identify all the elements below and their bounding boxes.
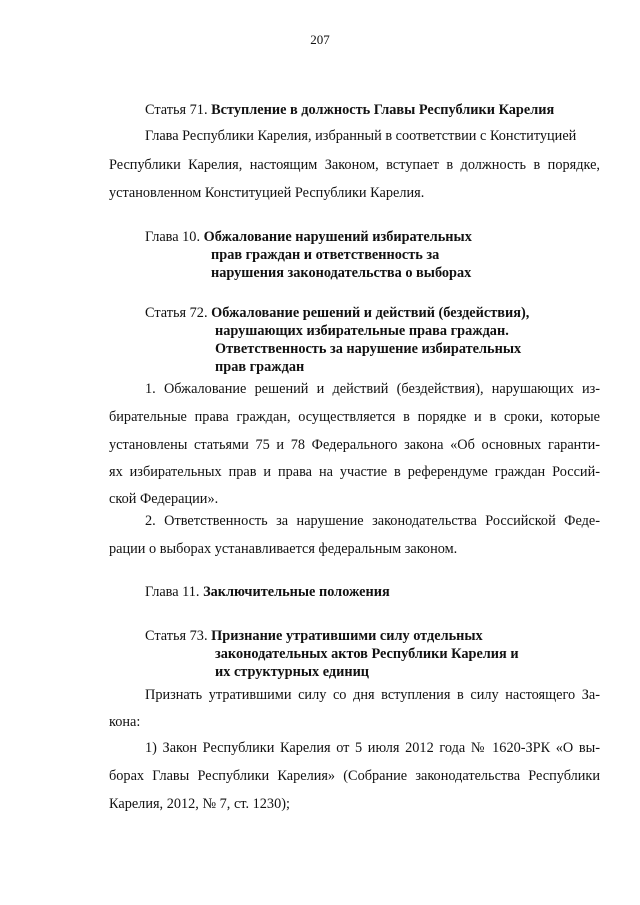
chapter-10-title-1: Обжалование нарушений избирательных <box>203 229 472 245</box>
article-72-title-1: Обжалование решений и действий (бездействия), <box>211 305 530 321</box>
article-73-p1-line-2: кона: <box>109 714 141 730</box>
chapter-10-prefix: Глава 10. <box>145 229 201 245</box>
article-73-p1-line-1: Признать утратившими силу со дня вступления в силу настоящего За- <box>145 687 600 703</box>
article-72-p1-line-1: 1. Обжалование решений и действий (бездействия), нарушающих из- <box>145 381 600 397</box>
article-71-title: Вступление в должность Главы Республики Карелия <box>211 102 555 118</box>
article-71-prefix: Статья 71. <box>145 102 208 118</box>
article-72-p1-line-4: ях избирательных прав и права на участие в референдуме граждан Россий- <box>109 464 600 480</box>
article-72-p1-line-2: бирательные права граждан, осуществляется в порядке и в сроки, которые <box>109 409 600 425</box>
article-73-title-1: Признание утратившими силу отдельных <box>211 628 483 644</box>
article-72-prefix: Статья 72. <box>145 305 208 321</box>
chapter-10-title-3: нарушения законодательства о выборах <box>211 265 472 281</box>
chapter-11-title: Заключительные положения <box>203 584 390 600</box>
article-71-line-2: Республики Карелия, настоящим Законом, вступает в должность в порядке, <box>109 157 600 173</box>
article-73-p2-line-2: борах Главы Республики Карелия» (Собрание законодательства Республики <box>109 768 600 784</box>
article-72-p1-line-5: ской Федерации». <box>109 491 219 507</box>
article-72-heading <box>145 304 529 322</box>
article-72-p1-line-3: установлены статьями 75 и 78 Федерального закона «Об основных гаранти- <box>109 437 600 453</box>
article-73-prefix: Статья 73. <box>145 628 208 644</box>
chapter-10-title-2: прав граждан и ответственность за <box>211 247 440 263</box>
chapter-11-heading <box>145 583 390 601</box>
page-number: 207 <box>310 32 330 47</box>
article-71-heading <box>145 101 554 119</box>
article-73-heading <box>145 627 483 645</box>
article-72-p2-line-2: рации о выборах устанавливается федеральным законом. <box>109 541 458 557</box>
article-72-title-2: нарушающих избирательные права граждан. <box>215 323 509 339</box>
article-71-line-1: Глава Республики Карелия, избранный в соответствии с Конституцией <box>145 128 577 144</box>
article-73-title-3: их структурных единиц <box>215 664 370 680</box>
article-72-p2-line-1: 2. Ответственность за нарушение законодательства Российской Феде- <box>145 513 600 529</box>
article-73-title-2: законодательных актов Республики Карелия и <box>215 646 519 662</box>
article-72-title-4: прав граждан <box>215 359 305 375</box>
chapter-11-prefix: Глава 11. <box>145 584 200 600</box>
chapter-10-heading <box>145 228 472 246</box>
article-73-p2-line-3: Карелия, 2012, № 7, ст. 1230); <box>109 796 290 812</box>
article-72-title-3: Ответственность за нарушение избирательных <box>215 341 522 357</box>
article-71-line-3: установленном Конституцией Республики Карелия. <box>109 185 425 201</box>
article-73-p2-line-1: 1) Закон Республики Карелия от 5 июля 2012 года № 1620-ЗРК «О вы- <box>145 740 600 756</box>
